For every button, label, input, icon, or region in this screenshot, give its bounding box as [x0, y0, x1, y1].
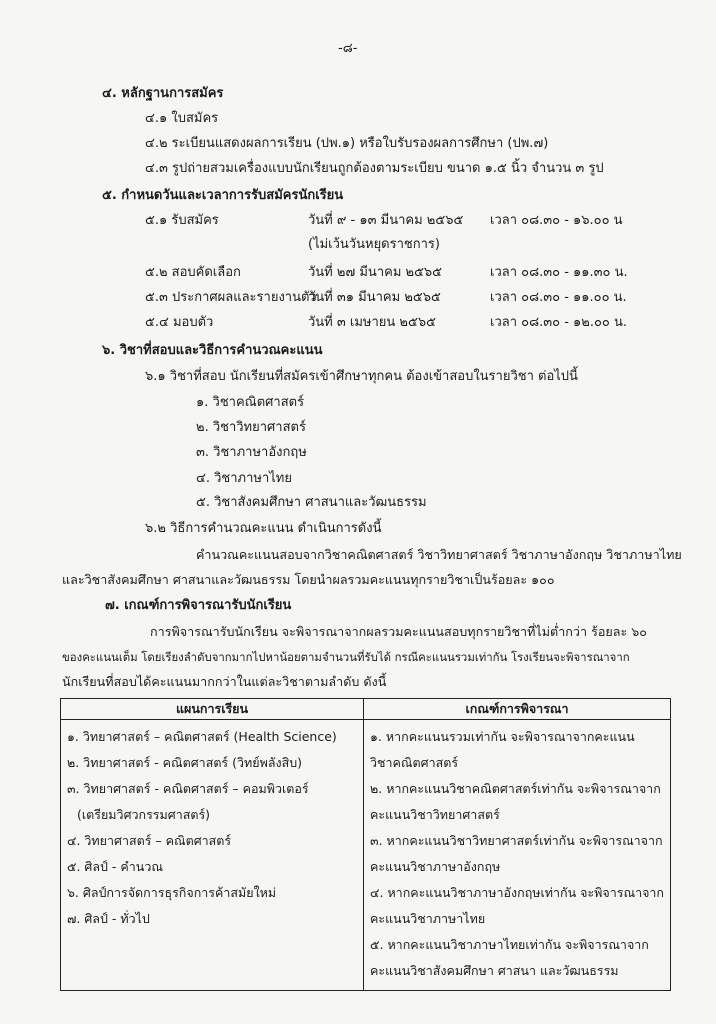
schedule-date: วันที่ ๒๗ มีนาคม ๒๕๖๕: [308, 265, 443, 280]
column-header: แผนการเรียน: [61, 699, 364, 720]
list-item: คะแนนวิชาภาษาอังกฤษ: [370, 859, 501, 874]
schedule-date: วันที่ ๓๑ มีนาคม ๒๕๖๕: [308, 290, 441, 305]
section-5-heading: ๕. กำหนดวันและเวลาการรับสมัครนักเรียน: [102, 188, 344, 203]
list-item: ๕. หากคะแนนวิชาภาษาไทยเท่ากัน จะพิจารณาจาก: [370, 937, 649, 952]
list-item: ๖. ศิลป์การจัดการธุรกิจการค้าสมัยใหม่: [67, 885, 277, 900]
schedule-label: ๕.๑ รับสมัคร: [145, 213, 219, 228]
list-item: ๓. วิทยาศาสตร์ - คณิตศาสตร์ – คอมพิวเตอร์: [67, 781, 309, 796]
table-header-row: [61, 699, 671, 720]
list-item: ๑. วิทยาศาสตร์ – คณิตศาสตร์ (Health Science): [67, 729, 337, 744]
list-item: ๔. หากคะแนนวิชาภาษาอังกฤษเท่ากัน จะพิจารณาจาก: [370, 885, 664, 900]
subjects-intro: ๖.๑ วิชาที่สอบ นักเรียนที่สมัครเข้าศึกษาทุกคน ต้องเข้าสอบในรายวิชา ต่อไปนี้: [145, 369, 578, 384]
schedule-label: ๕.๓ ประกาศผลและรายงานตัว: [145, 290, 317, 305]
page-number: -๘-: [338, 41, 358, 56]
subject-item: ๑. วิชาคณิตศาสตร์: [196, 395, 305, 410]
list-item: ๗. ศิลป์ - ทั่วไป: [67, 911, 150, 926]
subject-item: ๒. วิชาวิทยาศาสตร์: [196, 420, 306, 435]
schedule-time: เวลา ๐๘.๓๐ - ๑๒.๐๐ น.: [490, 315, 627, 330]
criteria-text: ของคะแนนเต็ม โดยเรียงลำดับจากมากไปหาน้อยตามจำนวนที่รับได้ กรณีคะแนนรวมเท่ากัน โรงเรียนจะพิจารณาจาก: [62, 650, 630, 664]
schedule-date: วันที่ ๙ - ๑๓ มีนาคม ๒๕๖๕: [308, 213, 464, 228]
schedule-note: (ไม่เว้นวันหยุดราชการ): [308, 237, 440, 252]
section-4-item: ๔.๒ ระเบียนแสดงผลการเรียน (ปพ.๑) หรือใบรับรองผลการศึกษา (ปพ.๗): [145, 136, 549, 151]
criteria-text: การพิจารณารับนักเรียน จะพิจารณาจากผลรวมคะแนนสอบทุกรายวิชาที่ไม่ต่ำกว่า ร้อยละ ๖๐: [150, 624, 647, 639]
calc-text: และวิชาสังคมศึกษา ศาสนาและวัฒนธรรม โดยนำผลรวมคะแนนทุกรายวิชาเป็นร้อยละ ๑๐๐: [62, 572, 555, 587]
list-item: คะแนนวิชาวิทยาศาสตร์: [370, 807, 500, 822]
subject-item: ๕. วิชาสังคมศึกษา ศาสนาและวัฒนธรรม: [196, 495, 427, 510]
list-item: ๒. หากคะแนนวิชาคณิตศาสตร์เท่ากัน จะพิจารณาจาก: [370, 781, 661, 796]
list-item: ๔. วิทยาศาสตร์ – คณิตศาสตร์: [67, 833, 232, 848]
admission-criteria-table: [60, 698, 671, 991]
list-item: ๒. วิทยาศาสตร์ - คณิตศาสตร์ (วิทย์พลังสิบ): [67, 755, 303, 770]
section-6-heading: ๖. วิชาที่สอบและวิธีการคำนวณคะแนน: [102, 343, 323, 358]
calc-text: คำนวณคะแนนสอบจากวิชาคณิตศาสตร์ วิชาวิทยาศาสตร์ วิชาภาษาอังกฤษ วิชาภาษาไทย: [196, 547, 682, 562]
study-plans-cell: [61, 720, 364, 991]
criteria-cell: [364, 720, 671, 991]
schedule-time: เวลา ๐๘.๓๐ - ๑๑.๐๐ น.: [490, 290, 627, 305]
subject-item: ๓. วิชาภาษาอังกฤษ: [196, 445, 307, 460]
section-4-heading: ๔. หลักฐานการสมัคร: [102, 86, 224, 101]
section-7-heading: ๗. เกณฑ์การพิจารณารับนักเรียน: [105, 598, 292, 613]
column-header: เกณฑ์การพิจารณา: [364, 699, 671, 720]
list-item: ๓. หากคะแนนวิชาวิทยาศาสตร์เท่ากัน จะพิจารณาจาก: [370, 833, 663, 848]
section-4-item: ๔.๑ ใบสมัคร: [145, 111, 219, 126]
schedule-date: วันที่ ๓ เมษายน ๒๕๖๕: [308, 315, 436, 330]
schedule-time: เวลา ๐๘.๓๐ - ๑๑.๓๐ น.: [490, 265, 628, 280]
list-item: ๑. หากคะแนนรวมเท่ากัน จะพิจารณาจากคะแนน: [370, 729, 635, 744]
list-item: ๕. ศิลป์ - คำนวณ: [67, 859, 163, 874]
section-4-item: ๔.๓ รูปถ่ายสวมเครื่องแบบนักเรียนถูกต้องตามระเบียบ ขนาด ๑.๕ นิ้ว จำนวน ๓ รูป: [145, 161, 604, 176]
schedule-label: ๕.๔ มอบตัว: [145, 315, 214, 330]
calc-heading: ๖.๒ วิธีการคำนวณคะแนน ดำเนินการดังนี้: [145, 521, 382, 536]
list-item: วิชาคณิตศาสตร์: [370, 755, 459, 770]
table-row: [61, 720, 671, 991]
list-item: คะแนนวิชาสังคมศึกษา ศาสนา และวัฒนธรรม: [370, 963, 619, 978]
schedule-time: เวลา ๐๘.๓๐ - ๑๖.๐๐ น: [490, 213, 623, 228]
criteria-text: นักเรียนที่สอบได้คะแนนมากกว่าในแต่ละวิชาตามลำดับ ดังนี้: [62, 674, 387, 689]
subject-item: ๔. วิชาภาษาไทย: [196, 471, 292, 486]
list-item: คะแนนวิชาภาษาไทย: [370, 911, 486, 926]
schedule-label: ๕.๒ สอบคัดเลือก: [145, 265, 241, 280]
list-item: (เตรียมวิศวกรรมศาสตร์): [77, 807, 211, 822]
